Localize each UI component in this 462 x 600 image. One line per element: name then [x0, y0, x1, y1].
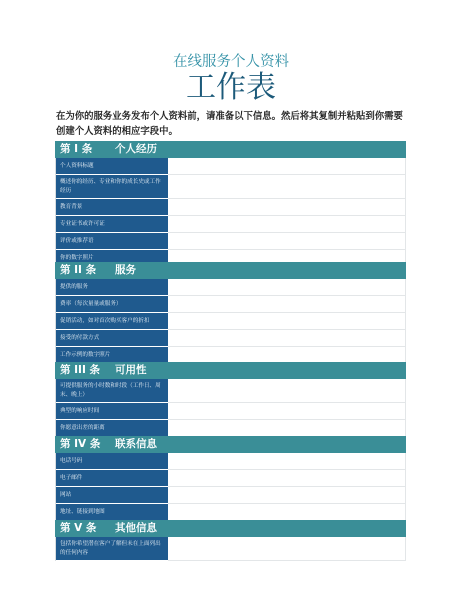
section-2	[55, 262, 406, 364]
field-label: 包括你希望潜在客户了解但未在上面列出的任何内容	[56, 537, 168, 561]
section-4-header	[55, 436, 406, 453]
field-input[interactable]	[168, 379, 406, 402]
form-row	[56, 158, 406, 175]
field-input[interactable]	[168, 216, 406, 232]
section-2-title: 服务	[115, 264, 136, 276]
section-3-title: 可用性	[115, 364, 147, 376]
section-4	[55, 436, 406, 521]
field-label: 个人资料标题	[56, 158, 168, 175]
field-label: 教育背景	[56, 199, 168, 216]
field-input[interactable]	[168, 158, 406, 174]
section-3	[55, 362, 406, 437]
field-label: 地址、链接到地图	[56, 504, 168, 521]
section-1-number: 第 I 条	[60, 143, 93, 155]
form-row	[56, 313, 406, 330]
field-input[interactable]	[168, 199, 406, 215]
field-label: 网站	[56, 487, 168, 504]
page-title: 工作表	[186, 70, 276, 105]
field-label: 可提供服务的小时数和时段（工作日、周末、晚上）	[56, 379, 168, 403]
form-row	[56, 537, 406, 561]
section-4-number: 第 IV 条	[60, 438, 101, 450]
field-label: 你愿意出差的距离	[56, 420, 168, 437]
field-input[interactable]	[168, 296, 406, 312]
page-subtitle: 在线服务个人资料	[173, 54, 289, 70]
form-row	[56, 379, 406, 403]
field-label: 典型的响应时间	[56, 403, 168, 420]
form-row	[56, 453, 406, 470]
section-5-number: 第 V 条	[60, 522, 97, 534]
field-input[interactable]	[168, 175, 406, 198]
section-2-number: 第 II 条	[60, 264, 97, 276]
form-row	[56, 420, 406, 437]
field-input[interactable]	[168, 403, 406, 419]
form-row	[56, 233, 406, 250]
field-input[interactable]	[168, 504, 406, 520]
field-label: 接受的付款方式	[56, 330, 168, 347]
field-input[interactable]	[168, 470, 406, 486]
form-row	[56, 403, 406, 420]
form-row	[56, 504, 406, 521]
field-input[interactable]	[168, 420, 406, 436]
field-input[interactable]	[168, 487, 406, 503]
field-label: 工作示例的数字照片	[56, 347, 168, 364]
form-row	[56, 279, 406, 296]
field-label: 电话号码	[56, 453, 168, 470]
field-label: 你的数字照片	[56, 250, 168, 267]
form-row	[56, 330, 406, 347]
form-row	[56, 216, 406, 233]
field-input[interactable]	[168, 453, 406, 469]
section-5-title: 其他信息	[115, 522, 157, 534]
field-input[interactable]	[168, 330, 406, 346]
form-row	[56, 296, 406, 313]
section-1-header	[55, 141, 406, 158]
field-input[interactable]	[168, 347, 406, 363]
field-input[interactable]	[168, 233, 406, 249]
form-row	[56, 175, 406, 199]
section-4-title: 联系信息	[115, 438, 157, 450]
section-1	[55, 141, 406, 267]
form-row	[56, 487, 406, 504]
field-input[interactable]	[168, 279, 406, 295]
form-row	[56, 470, 406, 487]
section-5-header	[55, 520, 406, 537]
field-label: 促销活动，如对首次购买客户的折扣	[56, 313, 168, 330]
section-2-header	[55, 262, 406, 279]
section-3-header	[55, 362, 406, 379]
intro-text: 在为你的服务业务发布个人资料前，请准备以下信息。然后将其复制并粘贴到你需要创建个人资料的相应字段中。	[56, 111, 403, 137]
field-label: 评价或推荐语	[56, 233, 168, 250]
field-input[interactable]	[168, 537, 406, 560]
field-label: 电子邮件	[56, 470, 168, 487]
section-1-title: 个人经历	[115, 143, 157, 155]
form-row	[56, 199, 406, 216]
field-label: 费率（每次量量或服务）	[56, 296, 168, 313]
section-3-number: 第 III 条	[60, 364, 101, 376]
field-label: 概述你的经历、专业和你的成长史或工作经历	[56, 175, 168, 199]
field-label: 提供的服务	[56, 279, 168, 296]
field-label: 专业证书或许可证	[56, 216, 168, 233]
field-input[interactable]	[168, 313, 406, 329]
section-5	[55, 520, 406, 561]
